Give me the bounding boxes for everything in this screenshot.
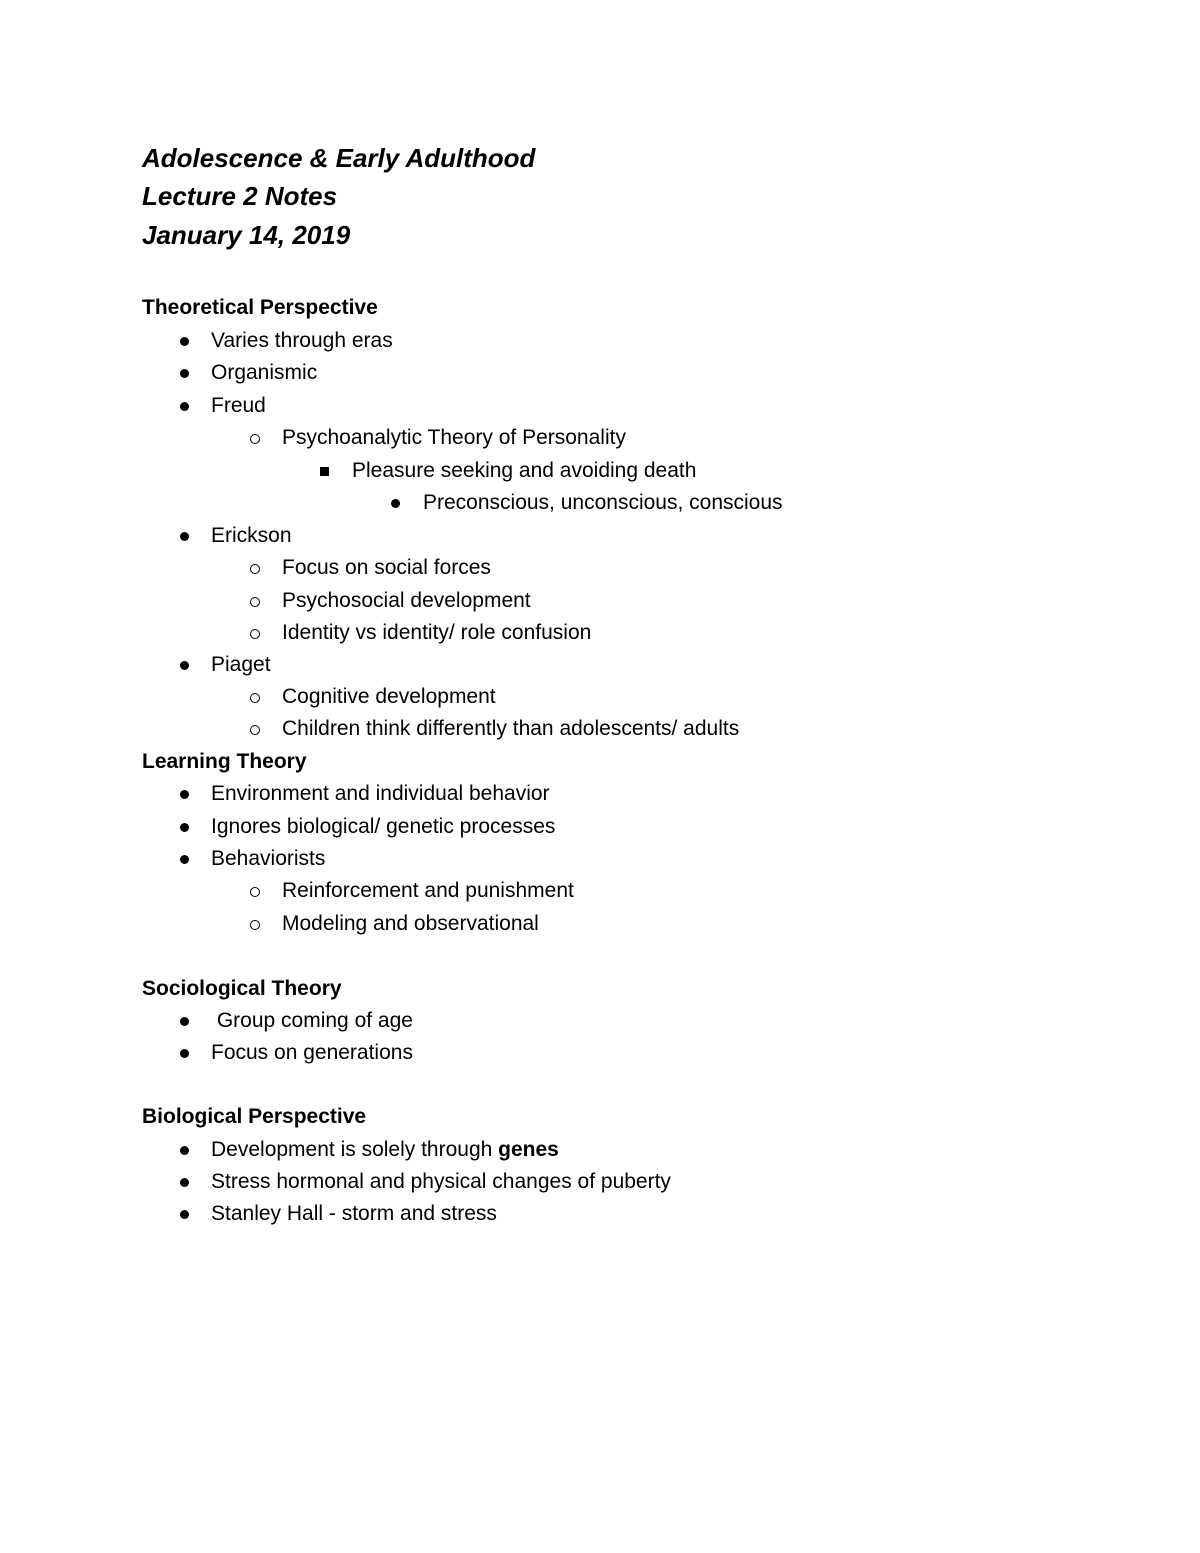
section-heading-sociological: Sociological Theory [142,977,342,1000]
list-item: Children think differently than adolescents/ adults [282,717,740,740]
bullet-disc-icon [180,855,189,864]
bullet-disc-icon [180,1017,189,1026]
list-item: Modeling and observational [282,912,539,935]
bullet-circle-icon [250,920,260,930]
section-heading-theoretical: Theoretical Perspective [142,296,378,319]
list-item: Erickson [211,524,292,547]
emphasis-text: genes [498,1138,559,1161]
bullet-disc-icon [180,402,189,411]
bullet-circle-icon [250,725,260,735]
bullet-disc-icon [180,661,189,670]
list-item: Identity vs identity/ role confusion [282,621,592,644]
bullet-disc-icon [180,532,189,541]
course-title: Adolescence & Early Adulthood [142,143,536,173]
list-item-text: Development is solely through [211,1138,499,1161]
list-item: Reinforcement and punishment [282,879,574,902]
list-item: Varies through eras [211,329,393,352]
list-item: Psychoanalytic Theory of Personality [282,426,626,449]
bullet-disc-icon [180,1210,189,1219]
list-item: Ignores biological/ genetic processes [211,815,556,838]
list-item: Focus on generations [211,1041,413,1064]
lecture-date: January 14, 2019 [142,220,351,250]
bullet-disc-icon [180,1146,189,1155]
list-item: Environment and individual behavior [211,782,550,805]
bullet-disc-icon [180,369,189,378]
bullet-disc-icon [180,790,189,799]
bullet-circle-icon [250,434,260,444]
bullet-circle-icon [250,629,260,639]
list-item: Cognitive development [282,685,496,708]
bullet-square-icon [320,467,329,476]
list-item: Focus on social forces [282,556,491,579]
bullet-circle-icon [250,693,260,703]
list-item: Piaget [211,653,271,676]
list-item: Stanley Hall - storm and stress [211,1202,497,1225]
list-item: Psychosocial development [282,589,531,612]
section-heading-biological: Biological Perspective [142,1105,367,1128]
bullet-disc-icon [180,1049,189,1058]
list-item: Group coming of age [211,1009,413,1032]
bullet-circle-icon [250,564,260,574]
list-item [211,1137,559,1163]
bullet-circle-icon [250,597,260,607]
bullet-disc-icon [180,1178,189,1187]
list-item: Organismic [211,361,318,384]
list-item: Behaviorists [211,847,326,870]
bullet-circle-icon [250,887,260,897]
lecture-title: Lecture 2 Notes [142,181,338,211]
list-item: Pleasure seeking and avoiding death [352,459,697,482]
list-item: Stress hormonal and physical changes of puberty [211,1170,671,1193]
bullet-disc-icon [180,823,189,832]
bullet-disc-icon [391,499,400,508]
bullet-disc-icon [180,337,189,346]
list-item: Preconscious, unconscious, conscious [423,491,783,514]
list-item: Freud [211,394,266,417]
section-heading-learning: Learning Theory [142,750,307,773]
